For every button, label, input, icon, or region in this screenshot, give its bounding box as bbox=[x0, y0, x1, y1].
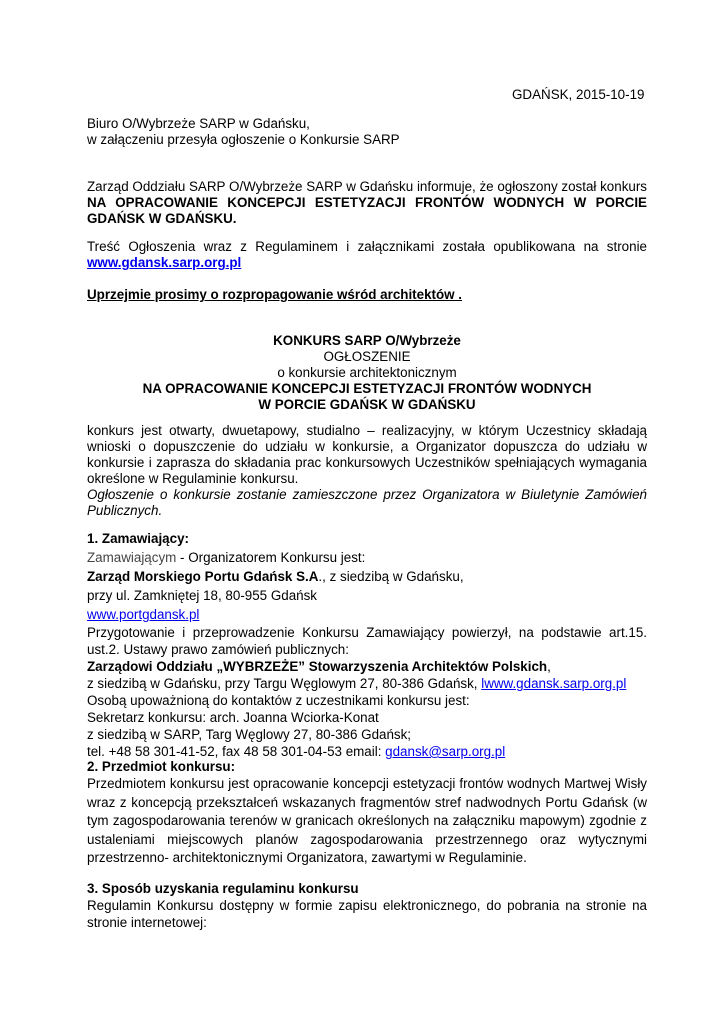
intro bbox=[87, 116, 647, 148]
port-website-link[interactable]: www.portgdansk.pl bbox=[87, 607, 200, 622]
section-1-line-6 bbox=[87, 658, 647, 675]
section-1-line-2 bbox=[87, 567, 647, 586]
phone-fax: tel. +48 58 301-41-52, fax 48 58 301-04-53 email: bbox=[87, 744, 386, 759]
section-2-text: Przedmiotem konkursu jest opracowanie koncepcji estetyzacji frontów wodnych Martwej Wisły wraz z koncepcją przekształceń wskazanych fragmentów stref nadwodnych Portu Gdańsk (w tym zagospodarowania terenów w granicach określonych na załączniku mapowym) zgodnie z ustaleniami miejscowych planów zagospodarowania przestrzennego oraz wytycznymi przestrzenno- architektonicznymi Organizatora, zawartymi w Regulaminie. bbox=[87, 776, 647, 866]
publication-text: Treść Ogłoszenia wraz z Regulaminem i załącznikami została opublikowana na stronie bbox=[87, 239, 647, 254]
section-1-line-7 bbox=[87, 675, 647, 692]
port-website-row bbox=[87, 605, 647, 624]
announcement-text: Zarząd Oddziału SARP O/Wybrzeże SARP w Gdańsku informuje, że ogłoszony został konkurs bbox=[87, 179, 647, 194]
announcement-heading bbox=[87, 333, 647, 413]
sarp-address: z siedzibą w Gdańsku, przy Targu Węglowym 27, 80-386 Gdańsk, bbox=[87, 676, 482, 691]
section-3 bbox=[87, 880, 647, 931]
dash: - bbox=[176, 549, 189, 565]
delegation-text: Przygotowanie i przeprowadzenie Konkursu Zamawiający powierzył, na podstawie art.15. ust.2. Ustawy prawo zamówień publicznych: bbox=[87, 625, 647, 657]
description-note: Ogłoszenie o konkursie zostanie zamieszczone przez Organizatora w Biuletynie Zamówień Publicznych. bbox=[87, 487, 647, 518]
ordering-party-label: Zamawiającym bbox=[87, 549, 177, 565]
port-address: przy ul. Zamkniętej 18, 80-955 Gdańsk bbox=[87, 588, 317, 603]
section-3-title: 3. Sposób uzyskania regulaminu konkursu bbox=[87, 881, 359, 896]
sarp-address-link[interactable]: lwww.gdansk.sarp.org.pl bbox=[481, 676, 627, 691]
secretary: Sekretarz konkursu: arch. Joanna Wciorka-Konat bbox=[87, 710, 379, 725]
description-text: konkurs jest otwarty, dwuetapowy, studialno – realizacyjny, w którym Uczestnicy składają wnioski o dopuszczenie do udziału w konkursie, a Organizator dopuszcza do udziału w konkursie i zaprasza do składania prac konkursowych Uczestników spełniających wymagania określone w Regulaminie konkursu. bbox=[87, 423, 647, 486]
secretary-seat: z siedzibą w SARP, Targ Węglowy 27, 80-386 Gdańsk; bbox=[87, 727, 412, 742]
section-2-title: 2. Przedmiot konkursu: bbox=[87, 759, 236, 774]
port-name: Zarząd Morskiego Portu Gdańsk S.A bbox=[87, 569, 319, 584]
organizer-text: Organizatorem Konkursu jest: bbox=[188, 549, 366, 565]
heading-line-4: NA OPRACOWANIE KONCEPCJI ESTETYZACJI FRONTÓW WODNYCH bbox=[142, 381, 592, 396]
comma: , bbox=[547, 659, 551, 674]
intro-line-1: Biuro O/Wybrzeże SARP w Gdańsku, bbox=[87, 116, 310, 131]
heading-line-5: W PORCIE GDAŃSK W GDAŃSKU bbox=[258, 397, 476, 412]
email-link[interactable]: gdansk@sarp.org.pl bbox=[385, 744, 506, 759]
request-text: Uprzejmie prosimy o rozpropagowanie wśród architektów . bbox=[87, 287, 463, 302]
section-1 bbox=[87, 530, 647, 760]
publication-notice bbox=[87, 239, 647, 271]
heading-line-3: o konkursie architektonicznym bbox=[277, 365, 457, 380]
contact-person-intro: Osobą upoważnioną do kontaktów z uczestnikami konkursu jest: bbox=[87, 693, 470, 708]
intro-line-2: w załączeniu przesyła ogłoszenie o Konkursie SARP bbox=[87, 132, 400, 147]
competition-description bbox=[87, 423, 647, 519]
section-1-line-1 bbox=[87, 549, 647, 568]
section-2 bbox=[87, 758, 647, 868]
announcement-competition-title: NA OPRACOWANIE KONCEPCJI ESTETYZACJI FRONTÓW WODNYCH W PORCIE GDAŃSK W GDAŃSKU. bbox=[87, 195, 647, 226]
heading-line-2: OGŁOSZENIE bbox=[323, 349, 411, 364]
section-3-text: Regulamin Konkursu dostępny w formie zapisu elektronicznego, do pobrania na stronie na stronie internetowej: bbox=[87, 898, 647, 930]
section-1-title: 1. Zamawiający: bbox=[87, 531, 189, 546]
port-seat: ., z siedzibą w Gdańsku, bbox=[318, 569, 464, 584]
document-date: GDAŃSK, 2015-10-19 bbox=[512, 87, 645, 102]
sarp-website-link[interactable]: www.gdansk.sarp.org.pl bbox=[87, 255, 242, 270]
heading-line-1: KONKURS SARP O/Wybrzeże bbox=[273, 333, 461, 348]
sarp-branch-name: Zarządowi Oddziału „WYBRZEŻE” Stowarzyszenia Architektów Polskich bbox=[87, 659, 548, 674]
announcement bbox=[87, 179, 647, 227]
